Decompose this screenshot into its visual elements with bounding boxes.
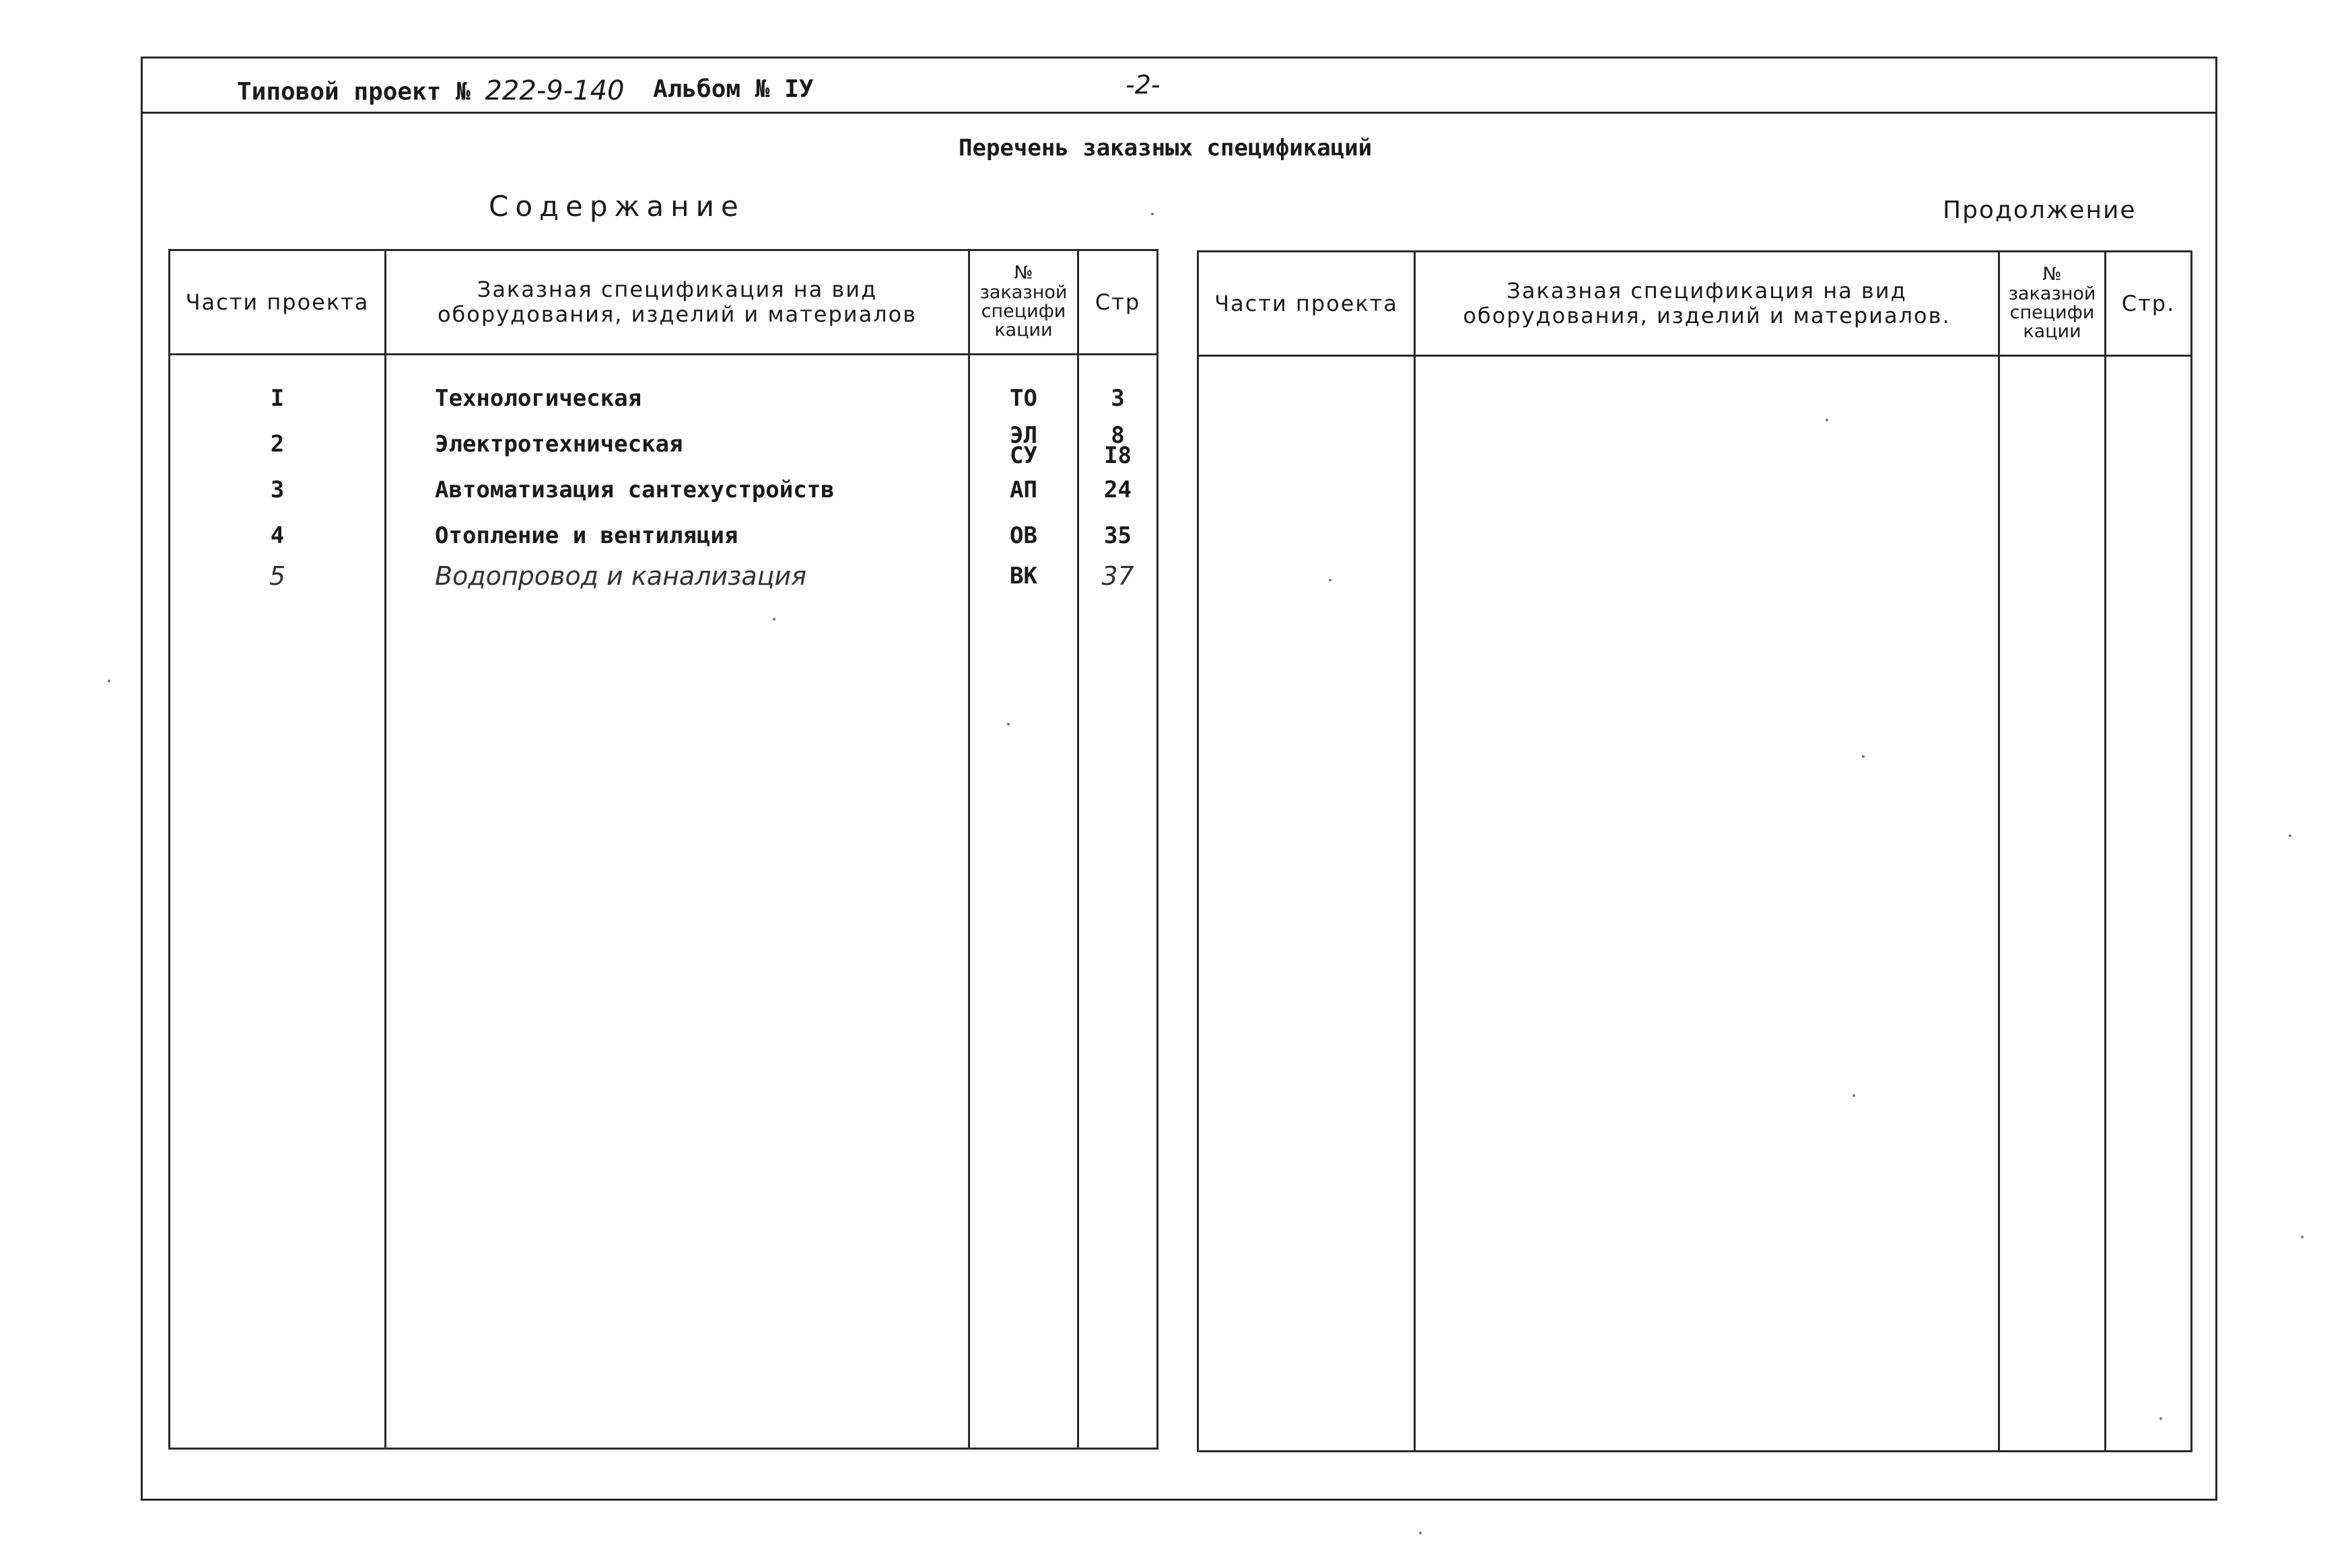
scan-speck [108,680,110,682]
table-row-name: Водопровод и канализация [435,561,807,591]
left-caption: Содержание [489,190,745,223]
page-number: -2- [1126,70,1161,100]
contents-table [168,249,1158,1450]
table-row-num: 4 [270,522,285,549]
table-row-name: Технологическая [435,385,642,412]
header-page: Стр [1078,250,1158,355]
scan-speck [2301,1236,2304,1238]
table-row-code: ВК [1010,563,1037,590]
header-spec: Заказная спецификация на вид оборудования, изделий и материалов. [1415,252,1999,356]
code-line: СУ [1010,441,1037,469]
scan-speck [2159,1417,2162,1420]
scan-speck [773,618,775,620]
spec-names-column [386,355,969,1449]
list-title: Перечень заказных спецификаций [959,135,1373,162]
page-line: 8 [1111,421,1125,449]
album-label: Альбом № IУ [653,75,814,103]
header-part: Части проекта [1198,252,1415,356]
table-body [1198,356,2192,1452]
table-row-code: ТО [1010,385,1037,412]
part-numbers-column [170,355,386,1449]
project-label-text: Типовой проект № [237,78,471,106]
empty-cell [2106,356,2192,1452]
continuation-table [1197,250,2192,1452]
project-label [237,75,624,106]
header-part: Части проекта [170,250,386,355]
table-row-page: 35 [1104,522,1132,549]
table-body [170,355,1158,1449]
header-spec: Заказная спецификация на вид оборудования, изделий и материалов [386,250,969,355]
header-divider [141,112,2217,114]
scan-speck [1007,723,1010,725]
project-number: 222-9-140 [485,75,625,106]
table-row-page: 24 [1104,476,1132,503]
table-row-page: 3 [1111,385,1125,412]
scan-speck [1826,419,1828,421]
table-row-num: 3 [270,476,285,503]
scan-speck [1329,579,1331,581]
page-line: I8 [1104,441,1132,469]
table-header-row [1198,252,2192,356]
table-row-num: I [270,385,285,412]
table-row-name: Электротехническая [435,431,683,458]
table-row-code [970,421,1077,467]
scan-speck [1419,1532,1422,1534]
scan-speck [1151,213,1154,215]
header-number: № заказной специфи кации [1999,252,2106,356]
page-numbers-column [1078,355,1158,1449]
table-row-page [1079,421,1156,467]
table-row-num: 5 [269,561,286,591]
right-caption: Продолжение [1943,197,2137,224]
scan-speck [2289,834,2291,837]
spec-codes-column [969,355,1078,1449]
scan-speck [1853,1094,1855,1097]
code-line: ЭЛ [1010,421,1037,449]
table-header-row [170,250,1158,355]
table-row-code: ОВ [1010,522,1037,549]
header-number: № заказной специфи кации [969,250,1078,355]
table-row-code: АП [1010,476,1037,503]
table-row-page: 37 [1101,561,1134,591]
table-row-name: Автоматизация сантехустройств [435,476,835,503]
table-row-name: Отопление и вентиляция [435,522,738,549]
empty-cell [1198,356,1415,1452]
header-page: Стр. [2106,252,2192,356]
scan-speck [1862,755,1865,758]
table-row-num: 2 [270,431,285,458]
empty-cell [1415,356,1999,1452]
empty-cell [1999,356,2106,1452]
